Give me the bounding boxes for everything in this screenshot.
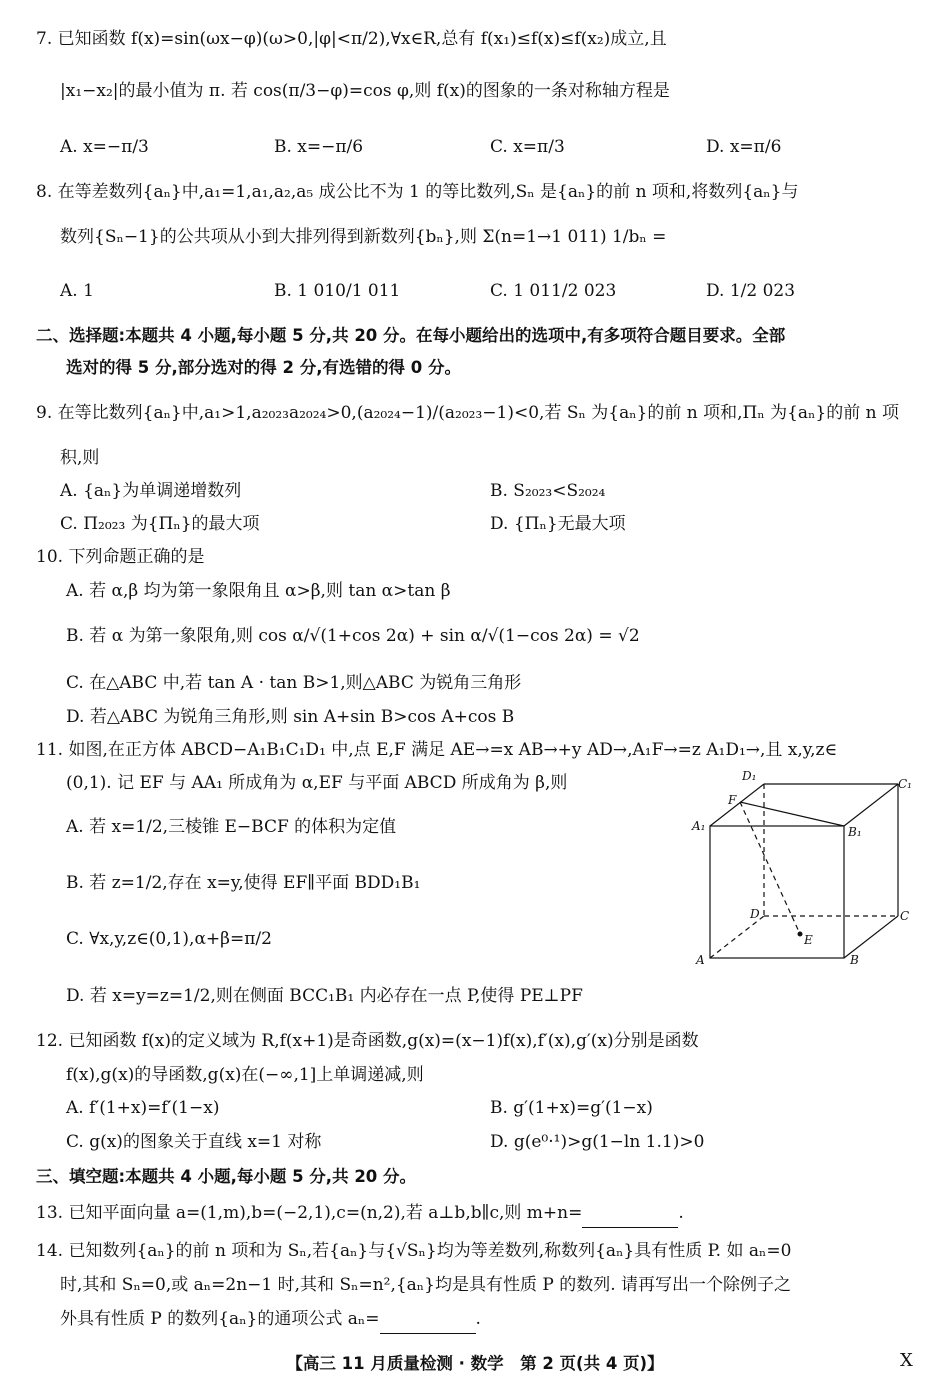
- q11-option-c: C. ∀x,y,z∈(0,1),α+β=π/2: [66, 929, 272, 949]
- q8-option-a: A. 1: [60, 281, 94, 301]
- q9-option-b: B. S₂₀₂₃<S₂₀₂₄: [490, 481, 606, 501]
- cube-edge-bc: [844, 916, 898, 958]
- cube-edge-a1d1: [710, 784, 764, 826]
- label-d: D: [750, 907, 760, 921]
- q14-stem-line2: 时,其和 Sₙ=0,或 aₙ=2n−1 时,其和 Sₙ=n²,{aₙ}均是具有性质 P 的数列. 请再写出一个除例子之: [60, 1275, 792, 1295]
- q14-period: .: [475, 1309, 481, 1329]
- q10-stem: 10. 下列命题正确的是: [36, 547, 205, 567]
- q8-stem-line1: 8. 在等差数列{aₙ}中,a₁=1,a₁,a₂,a₅ 成公比不为 1 的等比数列,Sₙ 是{aₙ}的前 n 项和,将数列{aₙ}与: [36, 182, 799, 202]
- label-c: C: [900, 909, 910, 923]
- q7-option-c: C. x=π/3: [490, 137, 565, 157]
- q11-stem-line2: (0,1). 记 EF 与 AA₁ 所成角为 α,EF 与平面 ABCD 所成角为 β,则: [66, 773, 568, 793]
- q7-option-d: D. x=π/6: [706, 137, 782, 157]
- cube-figure: [690, 768, 918, 968]
- q13-stem: 13. 已知平面向量 a=(1,m),b=(−2,1),c=(n,2),若 a⊥b,b∥c,则 m+n=: [36, 1203, 583, 1223]
- label-a1: A₁: [692, 819, 706, 833]
- q13-period: .: [678, 1203, 684, 1223]
- section2-heading-line1: 二、选择题:本题共 4 小题,每小题 5 分,共 20 分。在每小题给出的选项中,有多项符合题目要求。全部: [36, 326, 786, 345]
- label-b: B: [850, 953, 859, 967]
- cube-front-face: [710, 826, 844, 958]
- q12-option-a: A. f′(1+x)=f′(1−x): [66, 1098, 220, 1118]
- q11-option-b: B. 若 z=1/2,存在 x=y,使得 EF∥平面 BDD₁B₁: [66, 873, 421, 893]
- q12-option-d: D. g(e⁰·¹)>g(1−ln 1.1)>0: [490, 1132, 705, 1152]
- q13-line: [36, 1198, 684, 1228]
- q14-line3: [60, 1304, 481, 1334]
- q12-option-b: B. g′(1+x)=g′(1−x): [490, 1098, 653, 1118]
- q9-option-c: C. Π₂₀₂₃ 为{Πₙ}的最大项: [60, 514, 260, 534]
- footer-corner-mark: X: [900, 1350, 913, 1371]
- q9-option-d: D. {Πₙ}无最大项: [490, 514, 626, 534]
- point-e: [798, 932, 803, 937]
- q14-stem-line1: 14. 已知数列{aₙ}的前 n 项和为 Sₙ,若{aₙ}与{√Sₙ}均为等差数列,称数列{aₙ}具有性质 P. 如 aₙ=0: [36, 1241, 792, 1261]
- q12-option-c: C. g(x)的图象关于直线 x=1 对称: [66, 1132, 322, 1152]
- q12-stem-line1: 12. 已知函数 f(x)的定义域为 R,f(x+1)是奇函数,g(x)=(x−1)f(x),f′(x),g′(x)分别是函数: [36, 1031, 699, 1051]
- q13-answer-blank[interactable]: [582, 1207, 678, 1228]
- q11-option-a: A. 若 x=1/2,三棱锥 E−BCF 的体积为定值: [66, 817, 397, 837]
- q10-option-d: D. 若△ABC 为锐角三角形,则 sin A+sin B>cos A+cos B: [66, 707, 515, 727]
- q14-answer-blank[interactable]: [380, 1313, 476, 1334]
- segment-fb1: [740, 802, 844, 826]
- q7-option-b: B. x=−π/6: [274, 137, 364, 157]
- q11-option-d: D. 若 x=y=z=1/2,则在侧面 BCC₁B₁ 内必存在一点 P,使得 PE⊥PF: [66, 986, 583, 1006]
- section3-heading: 三、填空题:本题共 4 小题,每小题 5 分,共 20 分。: [36, 1167, 417, 1186]
- q10-option-a: A. 若 α,β 均为第一象限角且 α>β,则 tan α>tan β: [66, 581, 451, 601]
- label-b1: B₁: [848, 825, 862, 839]
- segment-ef: [740, 802, 800, 934]
- label-f: F: [728, 793, 737, 807]
- q8-option-c: C. 1 011/2 023: [490, 281, 617, 301]
- q10-option-c: C. 在△ABC 中,若 tan A · tan B>1,则△ABC 为锐角三角形: [66, 673, 522, 693]
- q11-stem-line1: 11. 如图,在正方体 ABCD−A₁B₁C₁D₁ 中,点 E,F 满足 AE→=x AB→+y AD→,A₁F→=z A₁D₁→,且 x,y,z∈: [36, 740, 838, 760]
- q7-stem-line1: 7. 已知函数 f(x)=sin(ωx−φ)(ω>0,|φ|<π/2),∀x∈R,总有 f(x₁)≤f(x)≤f(x₂)成立,且: [36, 29, 667, 49]
- q9-stem-line1: 9. 在等比数列{aₙ}中,a₁>1,a₂₀₂₃a₂₀₂₄>0,(a₂₀₂₄−1)/(a₂₀₂₃−1)<0,若 Sₙ 为{aₙ}的前 n 项和,Πₙ 为{aₙ}的前 n 项: [36, 403, 899, 423]
- q7-stem-line2: |x₁−x₂|的最小值为 π. 若 cos(π/3−φ)=cos φ,则 f(x)的图象的一条对称轴方程是: [60, 81, 670, 101]
- label-e: E: [804, 933, 813, 947]
- section2-heading-line2: 选对的得 5 分,部分选对的得 2 分,有选错的得 0 分。: [66, 358, 461, 377]
- q8-option-b: B. 1 010/1 011: [274, 281, 401, 301]
- label-c1: C₁: [898, 777, 912, 791]
- label-a: A: [696, 953, 705, 967]
- page-footer: 【高三 11 月质量检测 · 数学 第 2 页(共 4 页)】: [286, 1354, 664, 1373]
- q8-stem-line2: 数列{Sₙ−1}的公共项从小到大排列得到新数列{bₙ},则 Σ(n=1→1 011) 1/bₙ =: [60, 227, 667, 247]
- q7-option-a: A. x=−π/3: [60, 137, 149, 157]
- q8-option-d: D. 1/2 023: [706, 281, 796, 301]
- q12-stem-line2: f(x),g(x)的导函数,g(x)在(−∞,1]上单调递减,则: [66, 1065, 424, 1085]
- cube-edge-b1c1: [844, 784, 898, 826]
- q9-stem-line2: 积,则: [60, 448, 100, 468]
- q14-stem-line3: 外具有性质 P 的数列{aₙ}的通项公式 aₙ=: [60, 1309, 380, 1329]
- label-d1: D₁: [742, 769, 757, 783]
- q10-option-b: B. 若 α 为第一象限角,则 cos α/√(1+cos 2α) + sin α/√(1−cos 2α) = √2: [66, 626, 640, 646]
- q9-option-a: A. {aₙ}为单调递增数列: [60, 481, 242, 501]
- cube-edge-ad: [710, 916, 764, 958]
